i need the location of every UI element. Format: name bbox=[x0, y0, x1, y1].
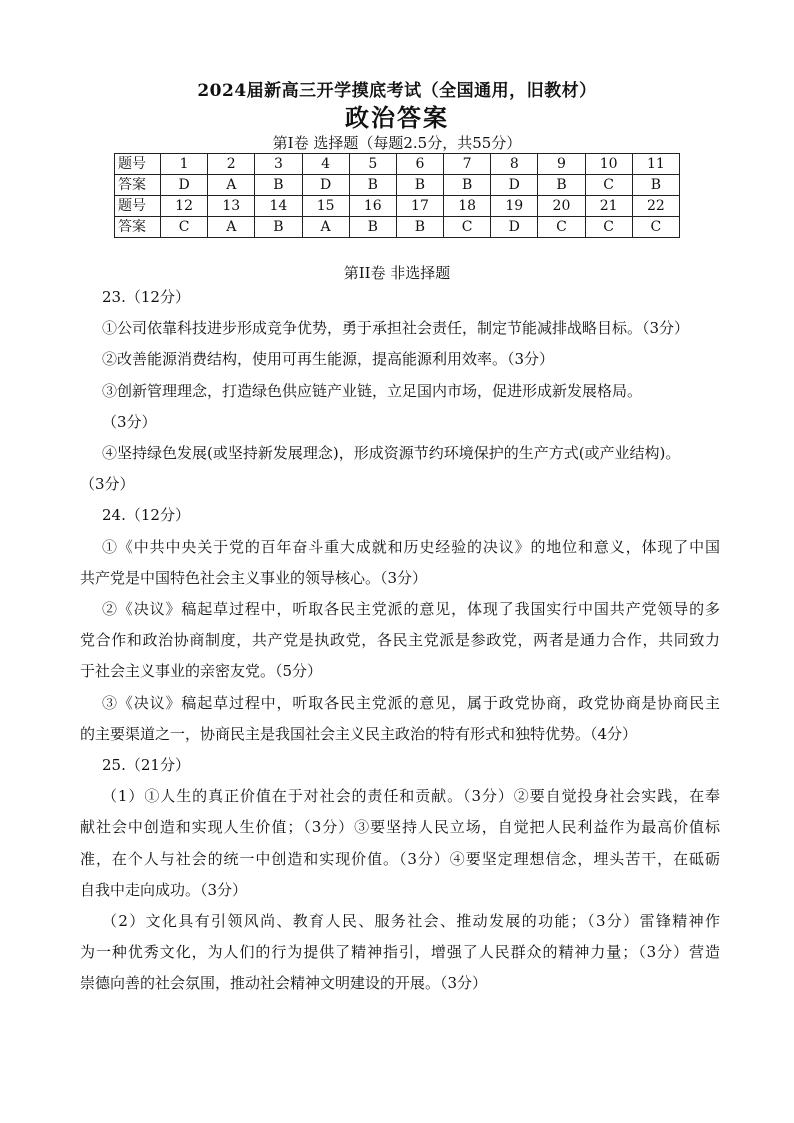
question-number-cell: 10 bbox=[585, 154, 632, 175]
answer-cell: B bbox=[349, 217, 396, 238]
question-number-cell: 16 bbox=[349, 196, 396, 217]
answer-row bbox=[115, 175, 680, 196]
answer-cell: D bbox=[491, 175, 538, 196]
section-2-title: 第II卷 非选择题 bbox=[343, 264, 451, 282]
answer-cell: C bbox=[585, 175, 632, 196]
answer-cell: C bbox=[632, 217, 679, 238]
answer-cell: D bbox=[161, 175, 208, 196]
answer-cell: B bbox=[255, 175, 302, 196]
question-number-cell: 21 bbox=[585, 196, 632, 217]
answer-cell: B bbox=[349, 175, 396, 196]
question-number-cell: 7 bbox=[444, 154, 491, 175]
answer-cell: B bbox=[538, 175, 585, 196]
q23-point-1: ①公司依靠科技进步形成竞争优势，勇于承担社会责任，制定节能减排战略目标。（3分） bbox=[102, 319, 690, 338]
answer-cell: A bbox=[208, 175, 255, 196]
row-label-answer: 答案 bbox=[115, 175, 161, 196]
q25-part-1-line-3: 准，在个人与社会的统一中创造和实现价值。（3分）④要坚定理想信念，埋头苦干，在砥砺 bbox=[80, 849, 720, 868]
row-label-question-number: 题号 bbox=[115, 154, 161, 175]
answer-cell: A bbox=[302, 217, 349, 238]
answer-cell: B bbox=[396, 217, 443, 238]
q24-point-1-line-2: 共产党是中国特色社会主义事业的领导核心。（3分） bbox=[80, 568, 428, 587]
question-number-cell: 17 bbox=[396, 196, 443, 217]
q23-point-4: ④坚持绿色发展(或坚持新发展理念)，形成资源节约环境保护的生产方式(或产业结构)。 bbox=[102, 444, 681, 463]
answer-cell: B bbox=[255, 217, 302, 238]
question-number-cell: 18 bbox=[444, 196, 491, 217]
q25-part-2-line-2: 为一种优秀文化，为人们的行为提供了精神指引，增强了人民群众的精神力量；（3分）营造 bbox=[80, 943, 720, 962]
question-number-row bbox=[115, 154, 680, 175]
q25-part-1-line-1: （1）①人生的真正价值在于对社会的责任和贡献。（3分）②要自觉投身社会实践，在奉 bbox=[102, 787, 720, 806]
question-number-cell: 8 bbox=[491, 154, 538, 175]
question-number-cell: 20 bbox=[538, 196, 585, 217]
q23-point-2: ②改善能源消费结构，使用可再生能源，提高能源利用效率。（3分） bbox=[102, 350, 555, 369]
q24-point-3-line-2: 的主要渠道之一，协商民主是我国社会主义民主政治的特有形式和独特优势。（4分） bbox=[80, 724, 638, 743]
q24-point-3-line-1: ③《决议》稿起草过程中，听取各民主党派的意见，属于政党协商，政党协商是协商民主 bbox=[102, 693, 720, 712]
answer-cell: C bbox=[585, 217, 632, 238]
answer-cell: D bbox=[491, 217, 538, 238]
question-number-cell: 12 bbox=[161, 196, 208, 217]
answer-cell: C bbox=[444, 217, 491, 238]
question-number-cell: 3 bbox=[255, 154, 302, 175]
question-number-cell: 14 bbox=[255, 196, 302, 217]
row-label-answer: 答案 bbox=[115, 217, 161, 238]
answer-cell: C bbox=[161, 217, 208, 238]
q25-part-1-line-2: 献社会中创造和实现人生价值；（3分）③要坚持人民立场，自觉把人民利益作为最高价值标 bbox=[80, 818, 720, 837]
question-number-cell: 4 bbox=[302, 154, 349, 175]
q24-point-1-line-1: ①《中共中央关于党的百年奋斗重大成就和历史经验的决议》的地位和意义，体现了中国 bbox=[102, 537, 720, 556]
question-number-cell: 6 bbox=[396, 154, 443, 175]
question-number-cell: 15 bbox=[302, 196, 349, 217]
answer-cell: B bbox=[396, 175, 443, 196]
row-label-question-number: 题号 bbox=[115, 196, 161, 217]
question-number-cell: 19 bbox=[491, 196, 538, 217]
answers-body bbox=[80, 282, 720, 1000]
q23-heading: 23.（12分） bbox=[102, 288, 190, 306]
question-number-cell: 11 bbox=[632, 154, 679, 175]
question-number-row bbox=[115, 196, 680, 217]
question-number-cell: 9 bbox=[538, 154, 585, 175]
q24-point-2-line-1: ②《决议》稿起草过程中，听取各民主党派的意见，体现了我国实行中国共产党领导的多 bbox=[102, 600, 720, 619]
q25-heading: 25.（21分） bbox=[102, 756, 190, 775]
document-subtitle: 政治答案 bbox=[345, 103, 449, 132]
answer-cell: C bbox=[538, 217, 585, 238]
answer-cell: B bbox=[444, 175, 491, 196]
question-number-cell: 2 bbox=[208, 154, 255, 175]
q25-part-2-line-3: 崇德向善的社会氛围，推动社会精神文明建设的开展。（3分） bbox=[80, 974, 488, 993]
section-1-title: 第Ⅰ卷 选择题（每题2.5分，共55分） bbox=[272, 134, 522, 152]
q23-point-4-score: （3分） bbox=[80, 475, 135, 494]
document-title: 2024届新高三开学摸底考试（全国通用，旧教材） bbox=[197, 81, 597, 101]
q25-part-1-line-4: 自我中走向成功。（3分） bbox=[80, 880, 248, 899]
q23-point-3: ③创新管理理念，打造绿色供应链产业链，立足国内市场，促进形成新发展格局。 bbox=[102, 381, 643, 400]
answer-cell: B bbox=[632, 175, 679, 196]
question-number-cell: 13 bbox=[208, 196, 255, 217]
answer-cell: D bbox=[302, 175, 349, 196]
question-number-cell: 5 bbox=[349, 154, 396, 175]
q25-part-2-line-1: （2）文化具有引领风尚、教育人民、服务社会、推动发展的功能；（3分）雷锋精神作 bbox=[102, 912, 720, 931]
q23-point-3-score: （3分） bbox=[102, 412, 157, 431]
q24-point-2-line-2: 党合作和政治协商制度，共产党是执政党，各民主党派是参政党，两者是通力合作，共同致力 bbox=[80, 631, 720, 650]
q24-point-2-line-3: 于社会主义事业的亲密友党。（5分） bbox=[80, 662, 323, 681]
answer-table bbox=[114, 153, 680, 238]
question-number-cell: 22 bbox=[632, 196, 679, 217]
answer-cell: A bbox=[208, 217, 255, 238]
q24-heading: 24.（12分） bbox=[102, 506, 190, 525]
question-number-cell: 1 bbox=[161, 154, 208, 175]
answer-row bbox=[115, 217, 680, 238]
